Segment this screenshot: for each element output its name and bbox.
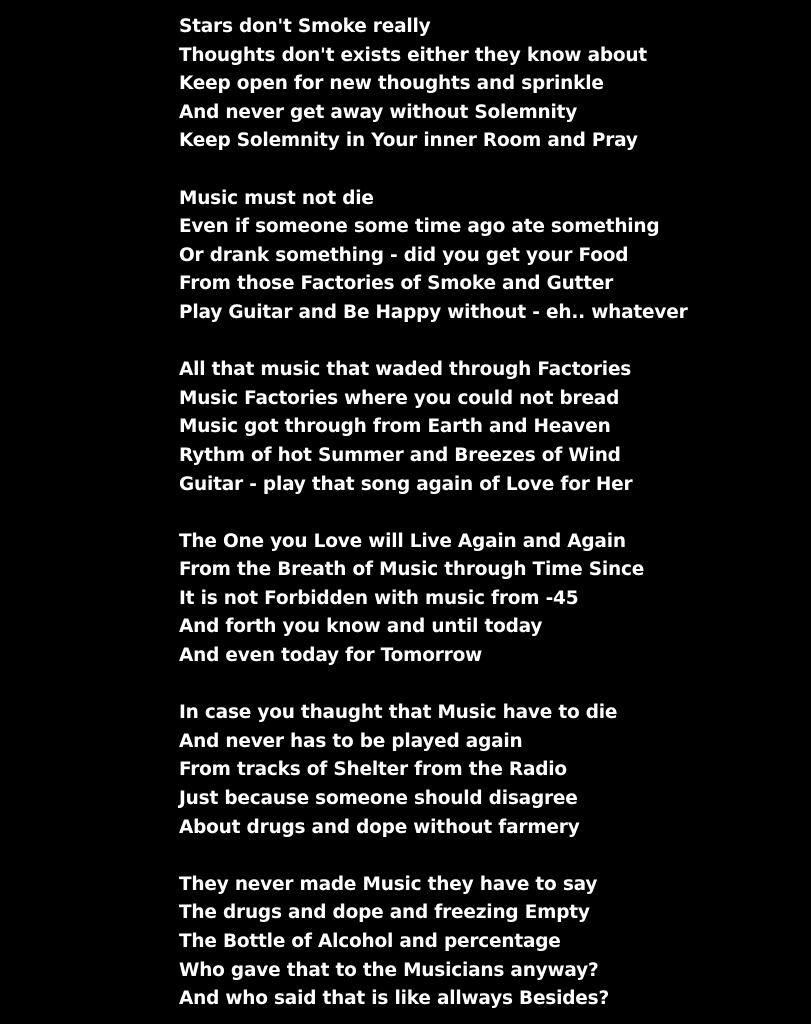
poem-line: And never get away without Solemnity [179, 101, 578, 123]
poem-line: The One you Love will Live Again and Again [179, 530, 626, 552]
stanza-1 [179, 13, 799, 156]
stanza-3 [179, 356, 799, 499]
poem-line: Guitar - play that song again of Love for Her [179, 473, 633, 495]
poem-line: The Bottle of Alcohol and percentage [179, 931, 561, 952]
poem-line: Or drank something - did you get your Food [179, 244, 629, 266]
poem-line: And who said that is like allways Besides? [179, 988, 609, 1010]
poem-line: About drugs and dope without farmery [179, 816, 580, 838]
poem-line: From the Breath of Music through Time Since [179, 559, 645, 581]
poem-line: In case you thaught that Music have to die [179, 702, 618, 724]
stanza-5 [179, 699, 799, 842]
poem-line: Even if someone some time ago ate something [179, 216, 660, 238]
poem-line: Music got through from Earth and Heaven [179, 416, 611, 438]
poem-text [179, 13, 799, 1014]
poem-line: Music Factories where you could not bread [179, 387, 620, 409]
poem-line: Play Guitar and Be Happy without - eh.. whatever [179, 301, 688, 323]
poem-line: Keep Solemnity in Your inner Room and Pray [179, 130, 638, 152]
poem-line: All that music that waded through Factories [179, 359, 632, 381]
poem-line: Thoughts don't exists either they know about [179, 44, 648, 66]
poem-line: Stars don't Smoke really [179, 16, 431, 37]
poem-line: Who gave that to the Musicians anyway? [179, 959, 599, 981]
poem-line: It is not Forbidden with music from -45 [179, 587, 579, 609]
poem-line: From those Factories of Smoke and Gutter [179, 273, 614, 295]
stanza-2 [179, 185, 799, 328]
poem-line: Keep open for new thoughts and sprinkle [179, 73, 604, 95]
poem-line: Music must not die [179, 187, 374, 209]
poem-line: Rythm of hot Summer and Breezes of Wind [179, 444, 621, 466]
poem-line: The drugs and dope and freezing Empty [179, 902, 590, 924]
stanza-6 [179, 871, 799, 1014]
stanza-4 [179, 528, 799, 671]
poem-line: Just because someone should disagree [179, 788, 578, 810]
poem-line: They never made Music they have to say [179, 873, 598, 895]
poem-line: And never has to be played again [179, 730, 523, 752]
poem-line: And forth you know and until today [179, 616, 543, 638]
poem-line: From tracks of Shelter from the Radio [179, 759, 567, 781]
poem-line: And even today for Tomorrow [179, 645, 482, 667]
